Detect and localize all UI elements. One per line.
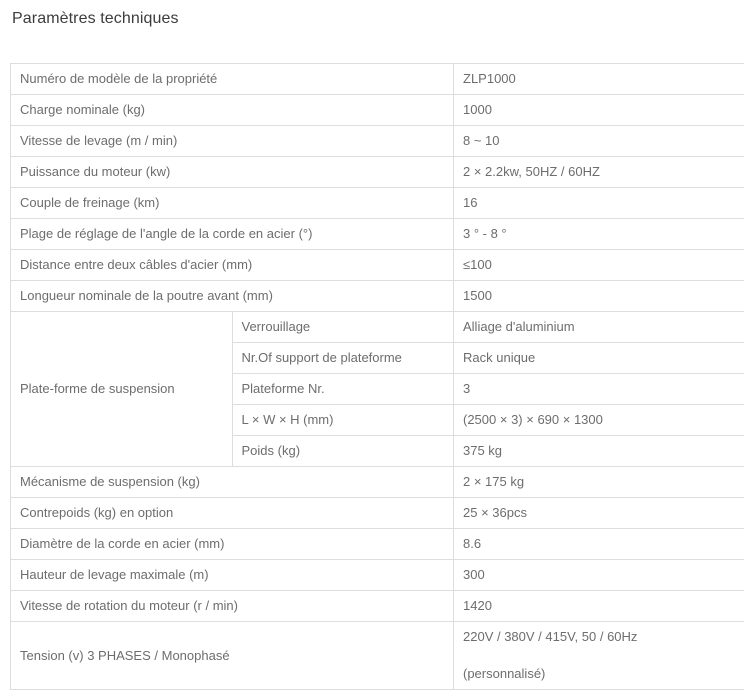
subrow-label: Poids (kg) [232,436,454,467]
row-label: Vitesse de rotation du moteur (r / min) [11,591,454,622]
technical-parameters-table [10,63,744,690]
table-row [11,157,744,188]
table-row [11,64,744,95]
subrow-label: Plateforme Nr. [232,374,454,405]
row-label: Vitesse de levage (m / min) [11,126,454,157]
row-label: Couple de freinage (km) [11,188,454,219]
row-label: Tension (v) 3 PHASES / Monophasé [11,622,454,690]
table-row-group-first [11,312,744,343]
subrow-label: Nr.Of support de plateforme [232,343,454,374]
row-label: Mécanisme de suspension (kg) [11,467,454,498]
row-label: Numéro de modèle de la propriété [11,64,454,95]
table-row [11,95,744,126]
row-value: 25 × 36pcs [454,498,744,529]
table-row [11,529,744,560]
subrow-label: L × W × H (mm) [232,405,454,436]
table-body [11,64,744,690]
row-label: Distance entre deux câbles d'acier (mm) [11,250,454,281]
group-row-label: Plate-forme de suspension [11,312,233,467]
row-value: 8.6 [454,529,744,560]
row-value-multiline [454,622,744,690]
table-row [11,126,744,157]
row-value: ZLP1000 [454,64,744,95]
table-row [11,498,744,529]
subrow-value: 375 kg [454,436,744,467]
row-value: 2 × 175 kg [454,467,744,498]
table-row [11,591,744,622]
table-row [11,250,744,281]
subrow-value: (2500 × 3) × 690 × 1300 [454,405,744,436]
row-value: 2 × 2.2kw, 50HZ / 60HZ [454,157,744,188]
row-value: 1000 [454,95,744,126]
row-value: 3 ° - 8 ° [454,219,744,250]
subrow-value: 3 [454,374,744,405]
voltage-line-1: 220V / 380V / 415V, 50 / 60Hz [463,629,638,644]
table-row [11,281,744,312]
row-label: Longueur nominale de la poutre avant (mm) [11,281,454,312]
voltage-line-2: (personnalisé) [463,666,546,681]
table-row [11,219,744,250]
row-label: Hauteur de levage maximale (m) [11,560,454,591]
row-label: Puissance du moteur (kw) [11,157,454,188]
row-label: Diamètre de la corde en acier (mm) [11,529,454,560]
table-row-voltage [11,622,744,690]
row-value: 1420 [454,591,744,622]
table-row [11,188,744,219]
row-value: ≤100 [454,250,744,281]
row-value: 300 [454,560,744,591]
row-value: 1500 [454,281,744,312]
row-label: Contrepoids (kg) en option [11,498,454,529]
spec-table-wrapper [10,63,733,690]
subrow-value: Alliage d'aluminium [454,312,744,343]
row-value: 8 ~ 10 [454,126,744,157]
row-value: 16 [454,188,744,219]
subrow-value: Rack unique [454,343,744,374]
row-label: Charge nominale (kg) [11,95,454,126]
table-row [11,560,744,591]
page-title: Paramètres techniques [12,10,179,27]
subrow-label: Verrouillage [232,312,454,343]
row-label: Plage de réglage de l'angle de la corde en acier (°) [11,219,454,250]
table-row [11,467,744,498]
